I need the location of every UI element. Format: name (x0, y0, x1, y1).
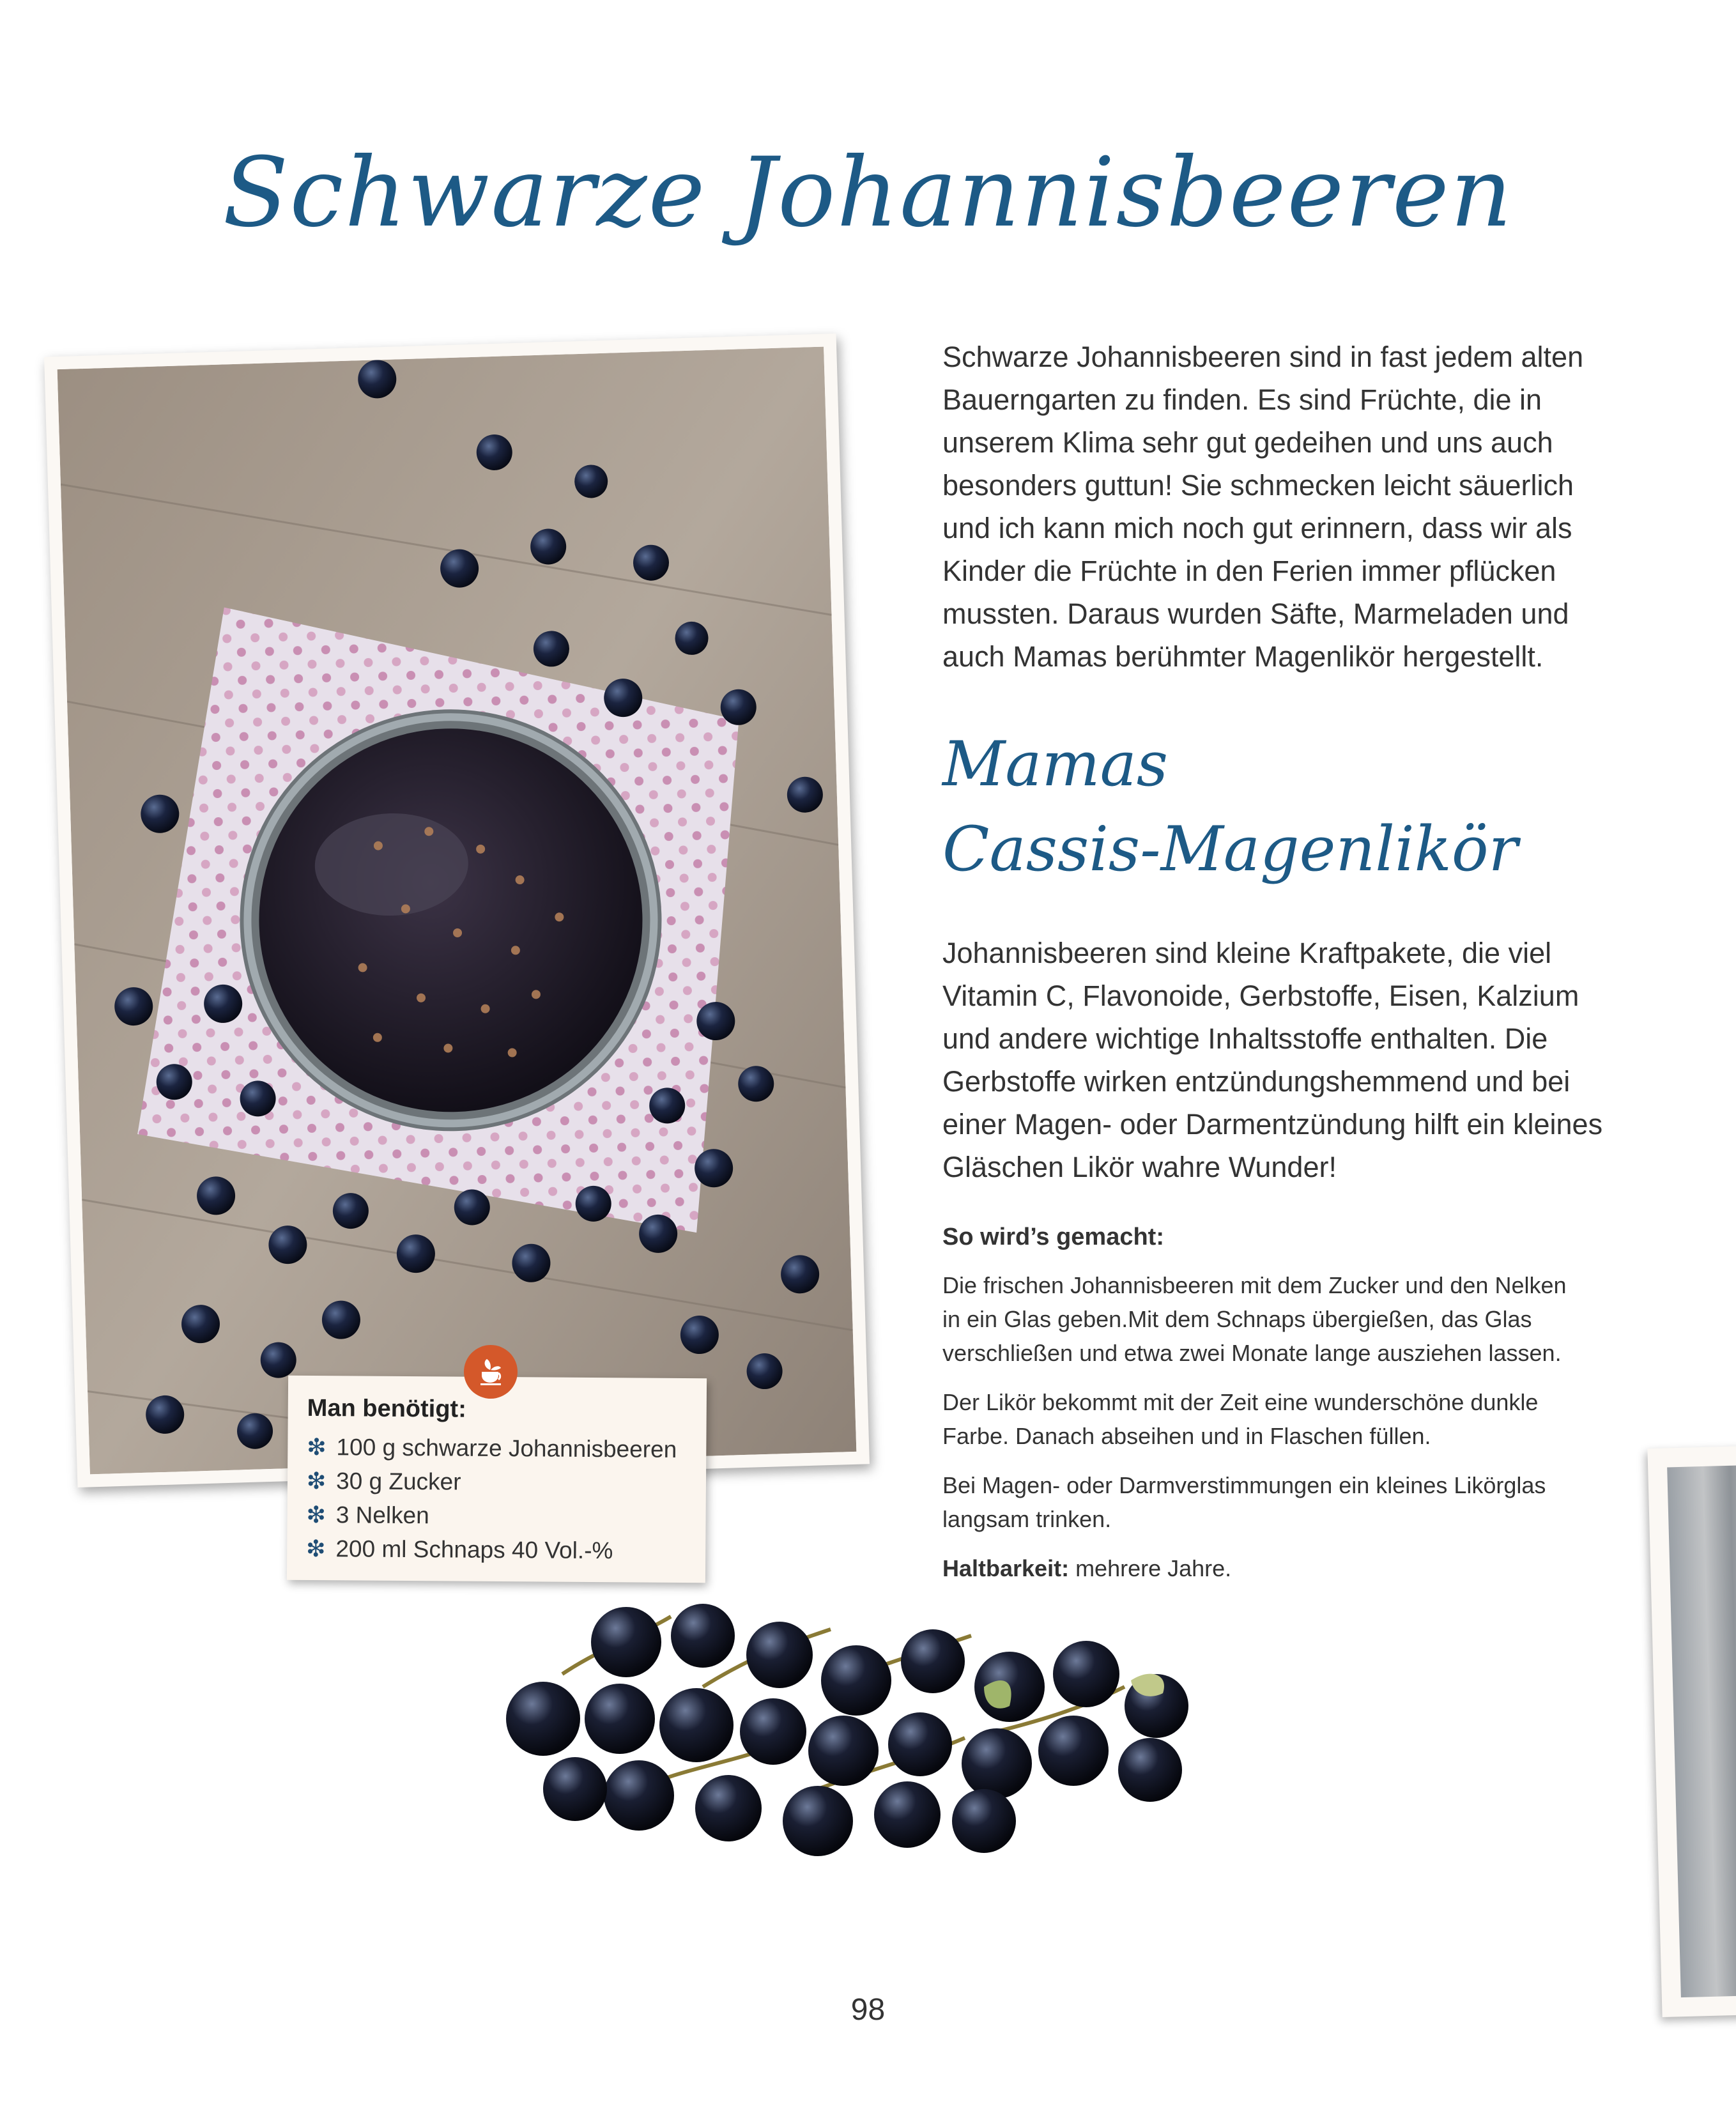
method-heading: So wird’s gemacht: (942, 1224, 1164, 1250)
recipe-title-line-1: Mamas (942, 728, 1169, 800)
recipe-title (942, 722, 1632, 892)
ingredients-card (287, 1376, 707, 1583)
page-number: 98 (850, 1993, 886, 2027)
ingredient-item: ❇ 3 Nelken (306, 1501, 429, 1529)
currant-jar-photo (58, 347, 857, 1475)
ingredients-heading: Man benötigt: (307, 1394, 466, 1423)
recipe-title-line-2: Cassis-Magenlikör (942, 813, 1518, 885)
photo-frame (44, 334, 870, 1487)
cup-with-leaves-icon (464, 1345, 518, 1399)
recipe-description: Johannisbeeren sind kleine Kraftpakete, die viel Vitamin C, Flavonoide, Gerbstoffe, Eisen, Kalzium und andere wichtige Inhaltsstoffe enthalten. Die Gerbstoffe wirken entzündungshemmend und bei einer Magen- oder Darmentzündung hilft ein kleines Gläschen Likör wahre Wunder! (942, 937, 1603, 1183)
shelf-life-value: mehrere Jahre. (1069, 1555, 1232, 1581)
method-step: Bei Magen- oder Darmverstimmungen ein kleines Likörglas langsam trinken. (942, 1472, 1546, 1532)
intro-paragraph: Schwarze Johannisbeeren sind in fast jedem alten Bauerngarten zu finden. Es sind Früchte, die in unserem Klima sehr gut gedeihen und uns auch besonders guttun! Sie schmecken leicht säuerlich und ich kann mich noch gut erinnern, dass wir als Kinder die Früchte in den Ferien immer pflücken mussten. Daraus wurden Säfte, Marmeladen und auch Mamas berühmter Magenlikör hergestellt. (942, 341, 1584, 673)
shelf-life-label: Haltbarkeit: (942, 1555, 1070, 1581)
next-photo-edge (1647, 1446, 1736, 2017)
next-photo-image (1667, 1465, 1736, 1997)
ingredient-item: ❇ 100 g schwarze Johannisbeeren (307, 1433, 677, 1463)
currant-cluster-image (371, 1578, 1291, 1936)
ingredient-item: ❇ 30 g Zucker (306, 1467, 461, 1495)
method-step: Die frischen Johannisbeeren mit dem Zucker und den Nelken in ein Glas geben.Mit dem Schnaps übergießen, das Glas verschließen und etwa zwei Monate lange ausziehen lassen. (942, 1272, 1567, 1366)
bullet-icon: ❇ (306, 1501, 326, 1528)
ingredient-item: ❇ 200 ml Schnaps 40 Vol.-% (306, 1535, 613, 1564)
bullet-icon: ❇ (306, 1535, 326, 1562)
method-step: Der Likör bekommt mit der Zeit eine wunderschöne dunkle Farbe. Danach abseihen und in Flaschen füllen. (942, 1389, 1539, 1449)
bullet-icon: ❇ (306, 1467, 326, 1494)
bullet-icon: ❇ (307, 1433, 326, 1461)
method-section (942, 1220, 1588, 1601)
page-title: Schwarze Johannisbeeren (222, 137, 1514, 249)
ingredients-list (306, 1430, 677, 1568)
